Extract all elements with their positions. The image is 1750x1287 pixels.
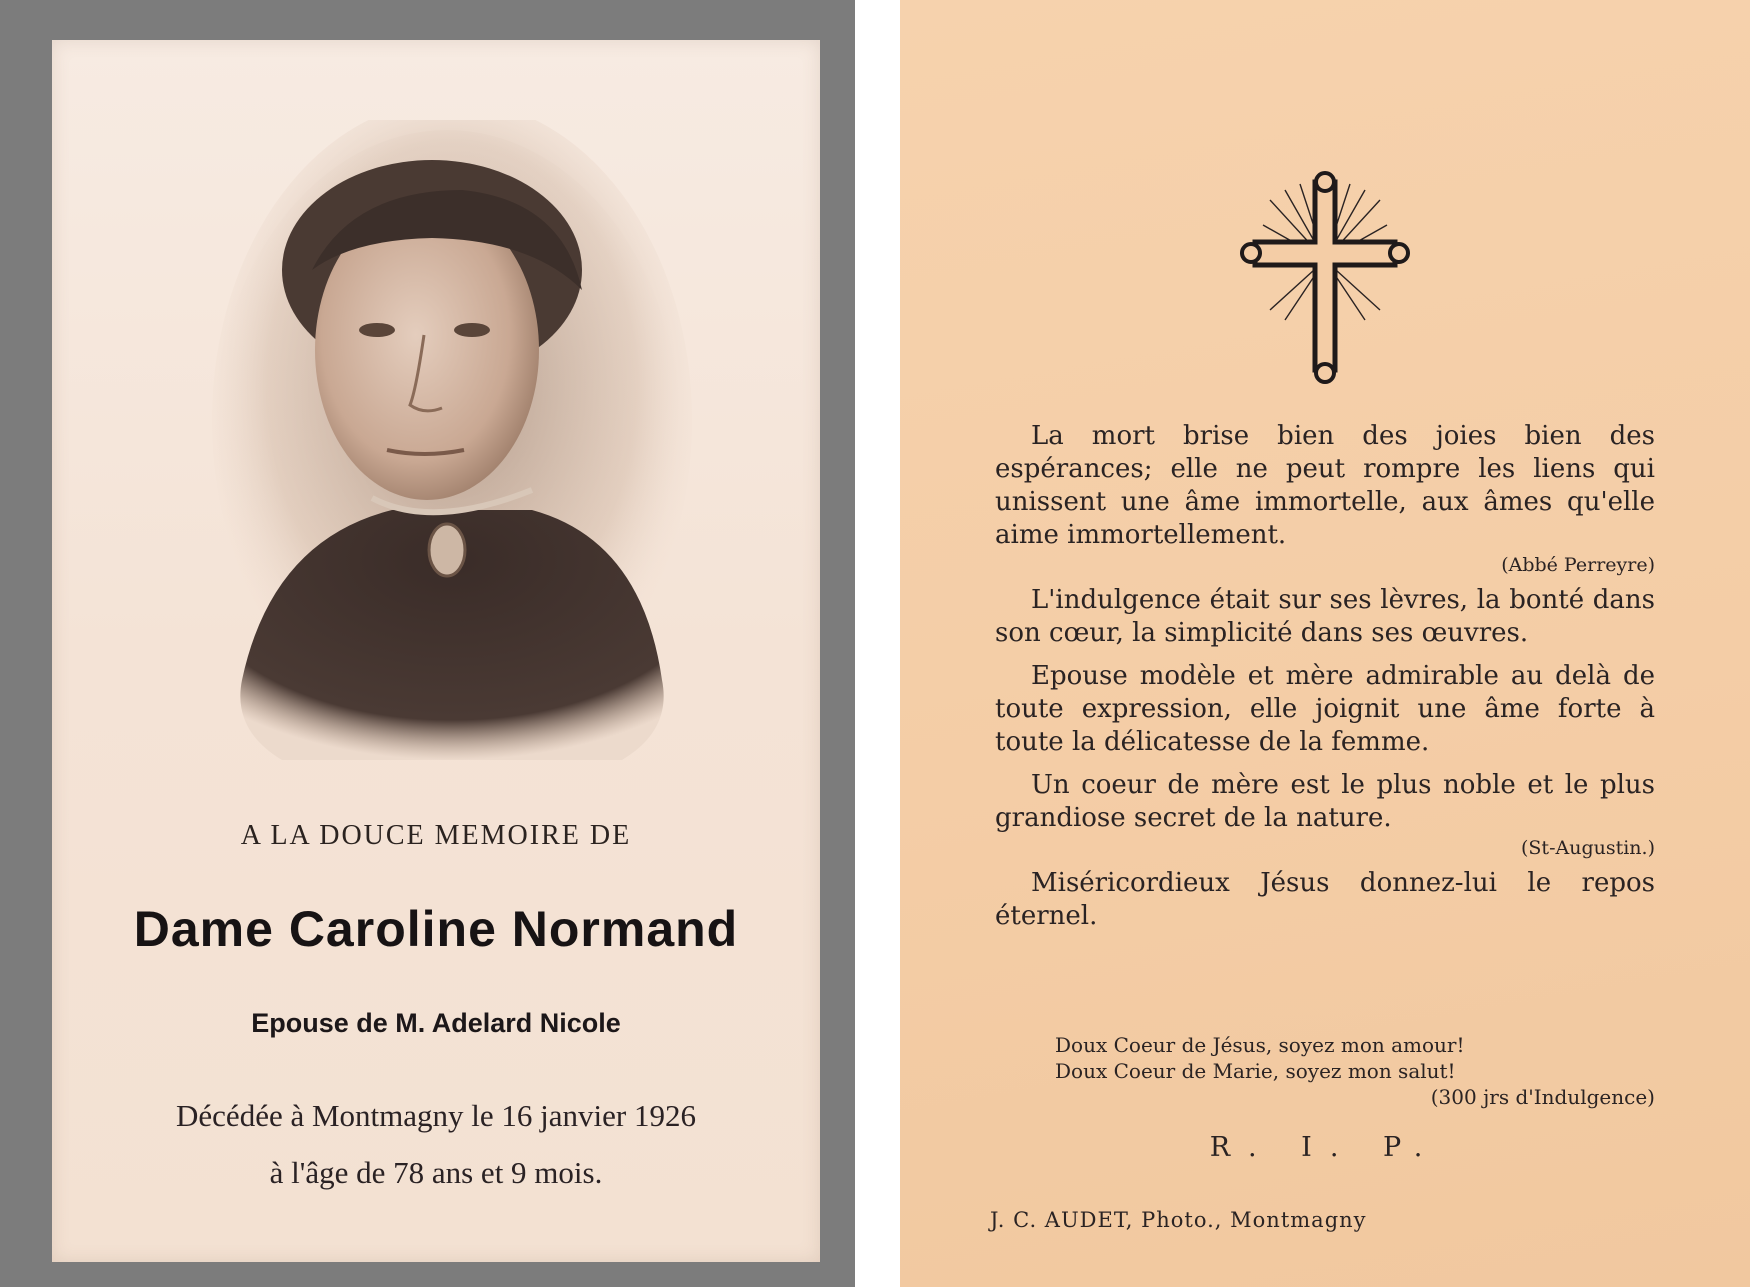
indulgence-note: (300 jrs d'Indulgence) (1430, 1085, 1655, 1109)
age-line: à l'âge de 78 ans et 9 mois. (269, 1155, 603, 1190)
attribution-4: (St-Augustin.) (1521, 837, 1655, 859)
attribution-1: (Abbé Perreyre) (1501, 554, 1655, 576)
front-mount (0, 0, 855, 1287)
prayer-line-2: Doux Coeur de Marie, soyez mon salut! (1055, 1059, 1456, 1083)
memorial-heading: A LA DOUCE MEMOIRE DE (240, 820, 632, 851)
photographer-credit: J. C. AUDET, Photo., Montmagny (990, 1208, 1367, 1232)
paragraph-4: Un coeur de mère est le plus noble et le plus grandiose secret de la nature. (995, 770, 1655, 833)
paragraph-2: L'indulgence était sur ses lèvres, la bonté dans son cœur, la simplicité dans ses œuvres. (995, 585, 1655, 648)
portrait-photo (202, 120, 702, 770)
paragraph-5: Miséricordieux Jésus donnez-lui le repos éternel. (995, 868, 1655, 931)
back-card (900, 0, 1750, 1287)
rip-text: R. I. P. (1209, 1132, 1441, 1163)
deceased-name: Dame Caroline Normand (133, 901, 739, 957)
front-card (52, 40, 820, 1262)
death-date-line: Décédée à Montmagny le 16 janvier 1926 (176, 1098, 696, 1133)
cross-icon (1235, 170, 1415, 385)
memorial-text (995, 420, 1655, 933)
paragraph-3: Epouse modèle et mère admirable au delà de toute expression, elle joignit une âme forte à toute la délicatesse de la femme. (995, 661, 1655, 757)
prayer-line-1: Doux Coeur de Jésus, soyez mon amour! (1055, 1033, 1465, 1057)
prayers (1050, 1032, 1655, 1110)
paragraph-1: La mort brise bien des joies bien des espérances; elle ne peut rompre les liens qui unissent une âme immortelle, aux âmes qu'elle aime immortellement. (995, 421, 1655, 550)
spouse-line: Epouse de M. Adelard Nicole (251, 1008, 621, 1038)
